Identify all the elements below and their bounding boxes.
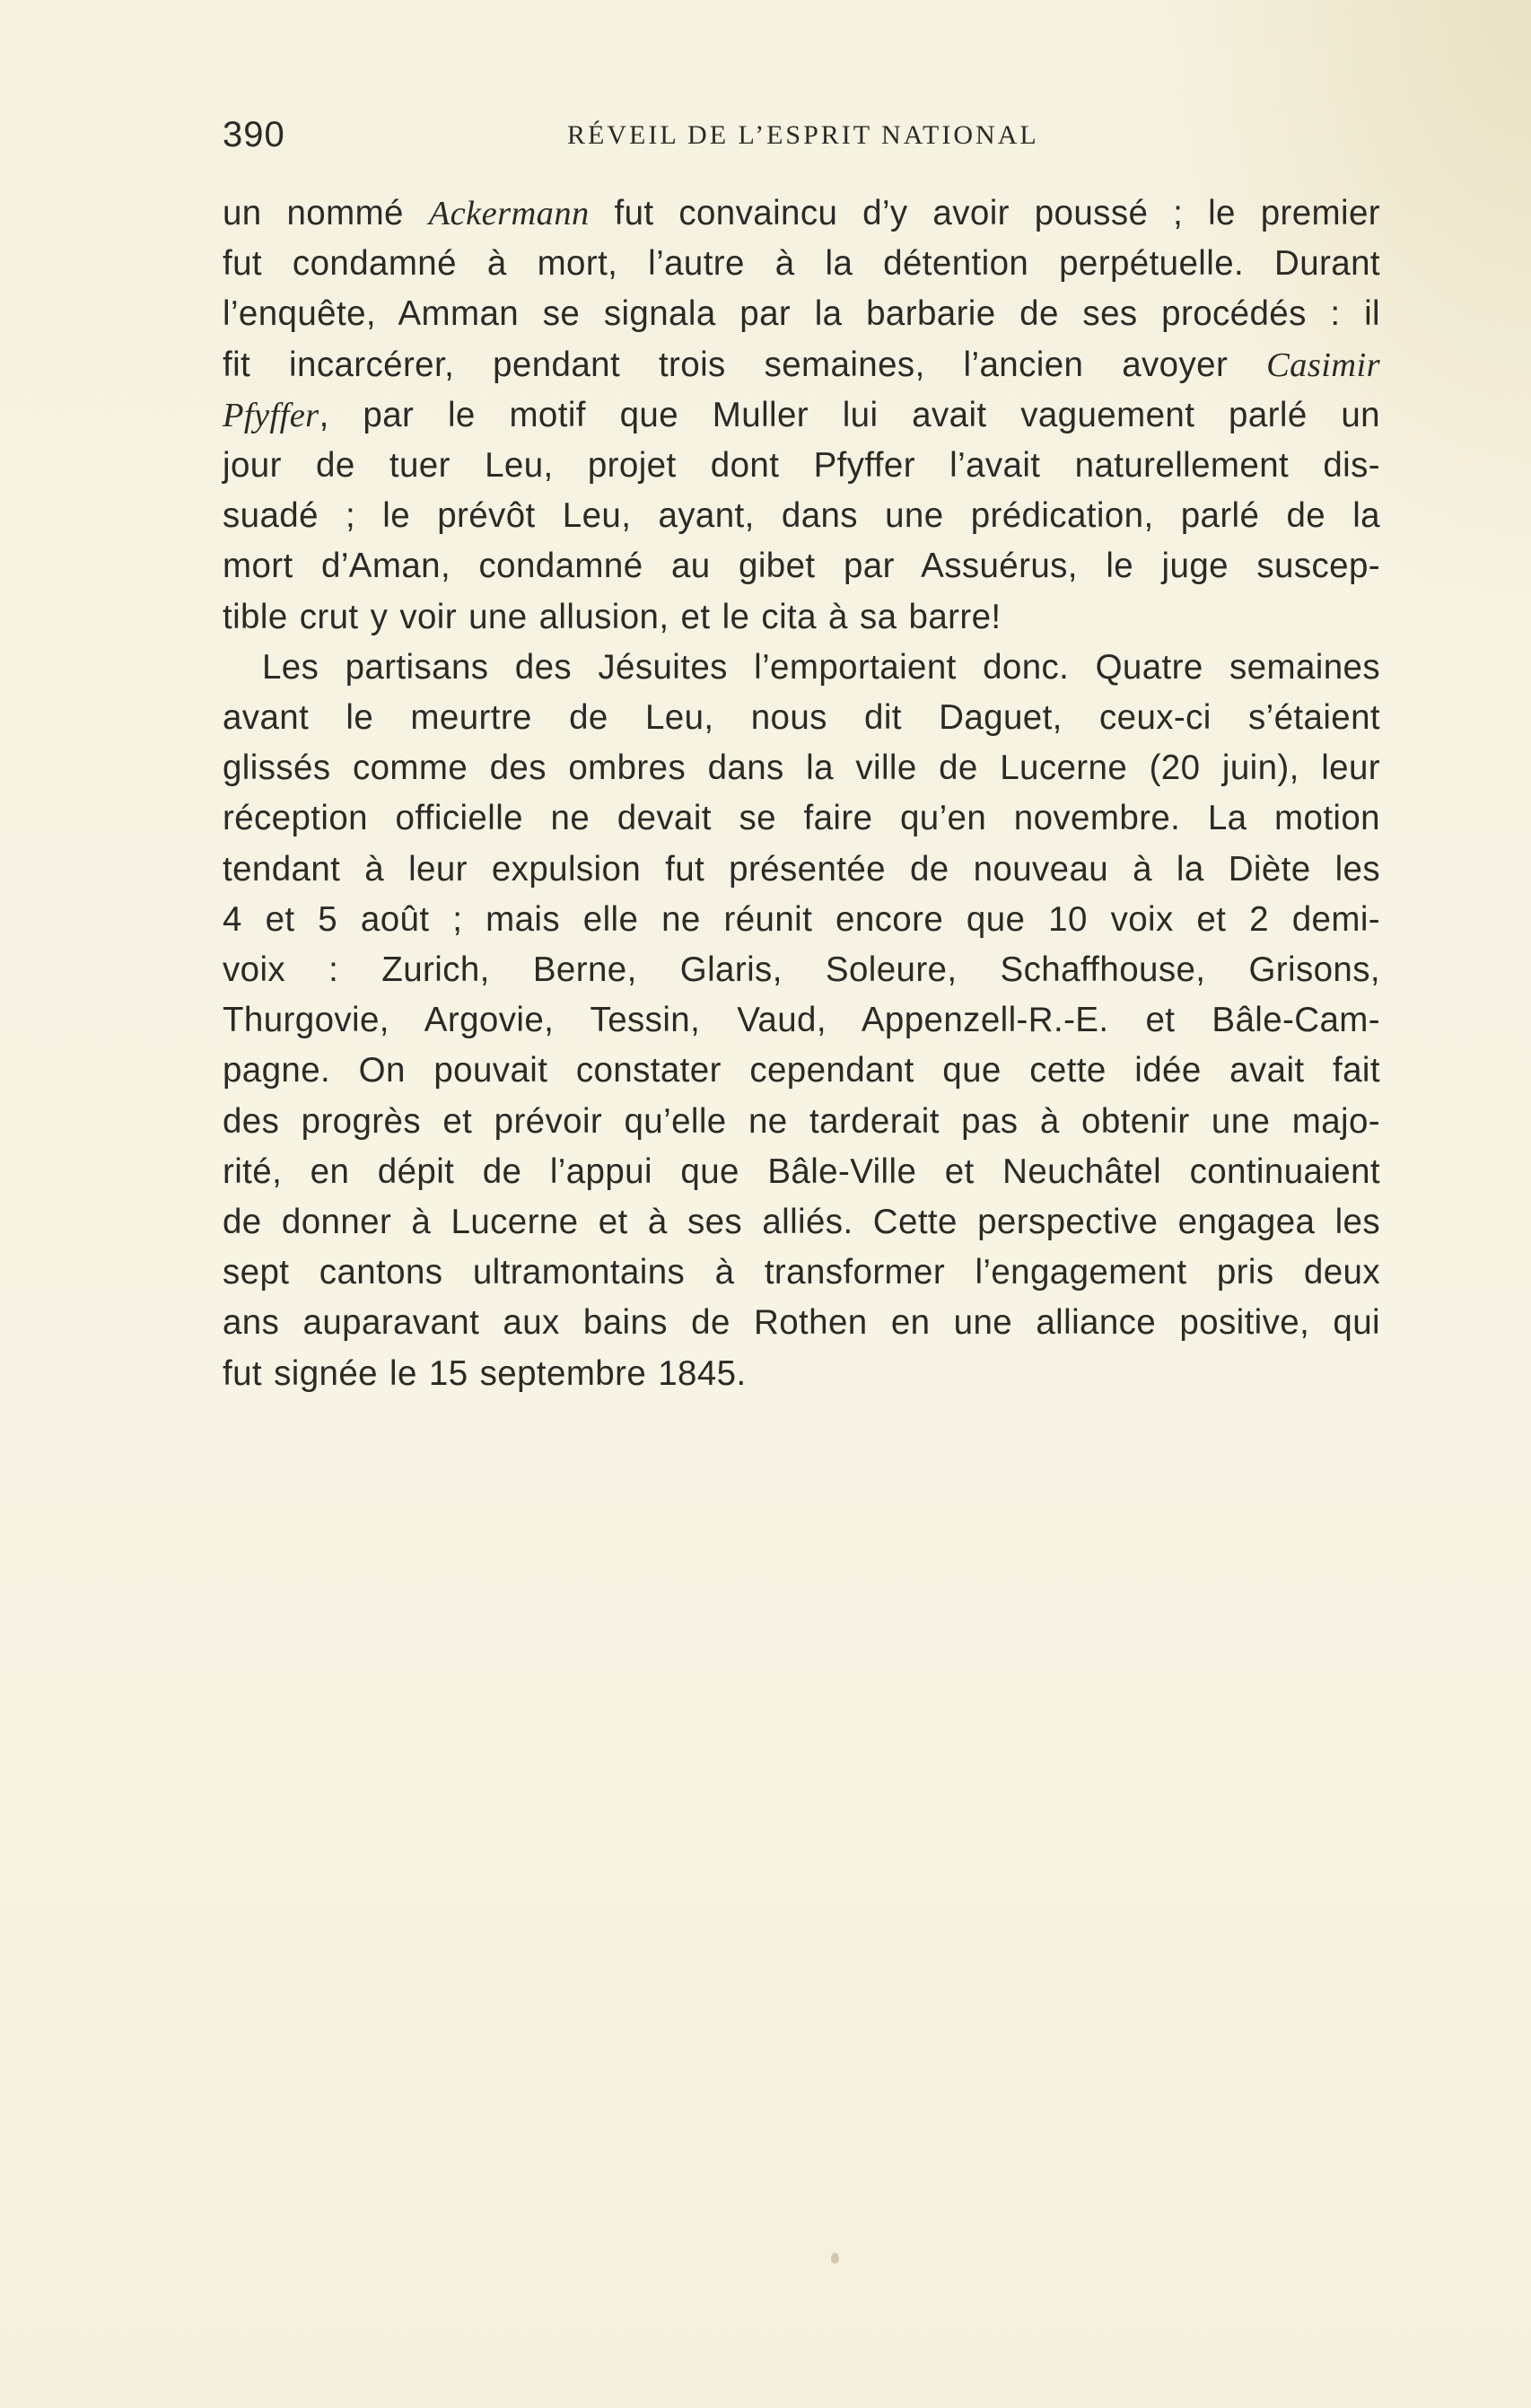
italic-name: Ackermann [428,195,590,232]
text-segment: fut convaincu d’y avoir poussé ; le premier [589,194,1380,232]
text-line: pagne. On pouvait constater cependant que cette idée avait fait [223,1051,1380,1090]
italic-name: Casimir [1266,346,1380,384]
text-line: avant le meurtre de Leu, nous dit Daguet, ceux-ci s’étaient [223,698,1380,738]
text-line: des progrès et prévoir qu’elle ne tarderait pas à obtenir une majo- [223,1101,1380,1141]
text-line: tible crut y voir une allusion, et le cita à sa barre! [223,597,1002,636]
text-segment: fit incarcérer, pendant trois semaines, l’ancien avoyer [223,345,1267,384]
italic-name: Pfyffer [223,396,319,434]
paper-speck [831,2253,839,2264]
text-line [223,188,1380,239]
text-line: Les partisans des Jésuites l’emportaient donc. Quatre semaines [262,647,1380,687]
page-number: 390 [223,115,285,154]
running-head [223,115,1407,160]
text-line: Thurgovie, Argovie, Tessin, Vaud, Appenzell-R.-E. et Bâle-Cam- [223,1001,1380,1040]
text-line: tendant à leur expulsion fut présentée de nouveau à la Diète les [223,849,1380,889]
text-line: rité, en dépit de l’appui que Bâle-Ville et Neuchâtel continuaient [223,1151,1380,1191]
text-line: mort d’Aman, condamné au gibet par Assuérus, le juge suscep- [223,547,1380,586]
text-line [223,390,1380,441]
text-line: glissés comme des ombres dans la ville de Lucerne (20 juin), leur [223,749,1380,788]
text-line: ans auparavant aux bains de Rothen en une alliance positive, qui [223,1303,1380,1343]
text-line: réception officielle ne devait se faire qu’en novembre. La motion [223,799,1380,838]
text-line [223,340,1380,390]
text-line: de donner à Lucerne et à ses alliés. Cette perspective engagea les [223,1203,1380,1242]
text-line: fut signée le 15 septembre 1845. [223,1353,747,1393]
text-line: jour de tuer Leu, projet dont Pfyffer l’avait naturellement dis- [223,446,1380,486]
text-segment: un nommé [223,194,429,232]
running-title: RÉVEIL DE L’ESPRIT NATIONAL [567,120,1039,150]
text-line: sept cantons ultramontains à transformer l’engagement pris deux [223,1253,1380,1292]
body-text [223,188,1380,1399]
text-line: voix : Zurich, Berne, Glaris, Soleure, Schaffhouse, Grisons, [223,950,1380,990]
text-line: suadé ; le prévôt Leu, ayant, dans une prédication, parlé de la [223,496,1380,536]
text-line: fut condamné à mort, l’autre à la détention perpétuelle. Durant [223,244,1380,284]
text-segment: , par le motif que Muller lui avait vaguement parlé un [319,395,1380,434]
text-line: 4 et 5 août ; mais elle ne réunit encore que 10 voix et 2 demi- [223,899,1380,939]
text-line: l’enquête, Amman se signala par la barbarie de ses procédés : il [223,294,1380,334]
